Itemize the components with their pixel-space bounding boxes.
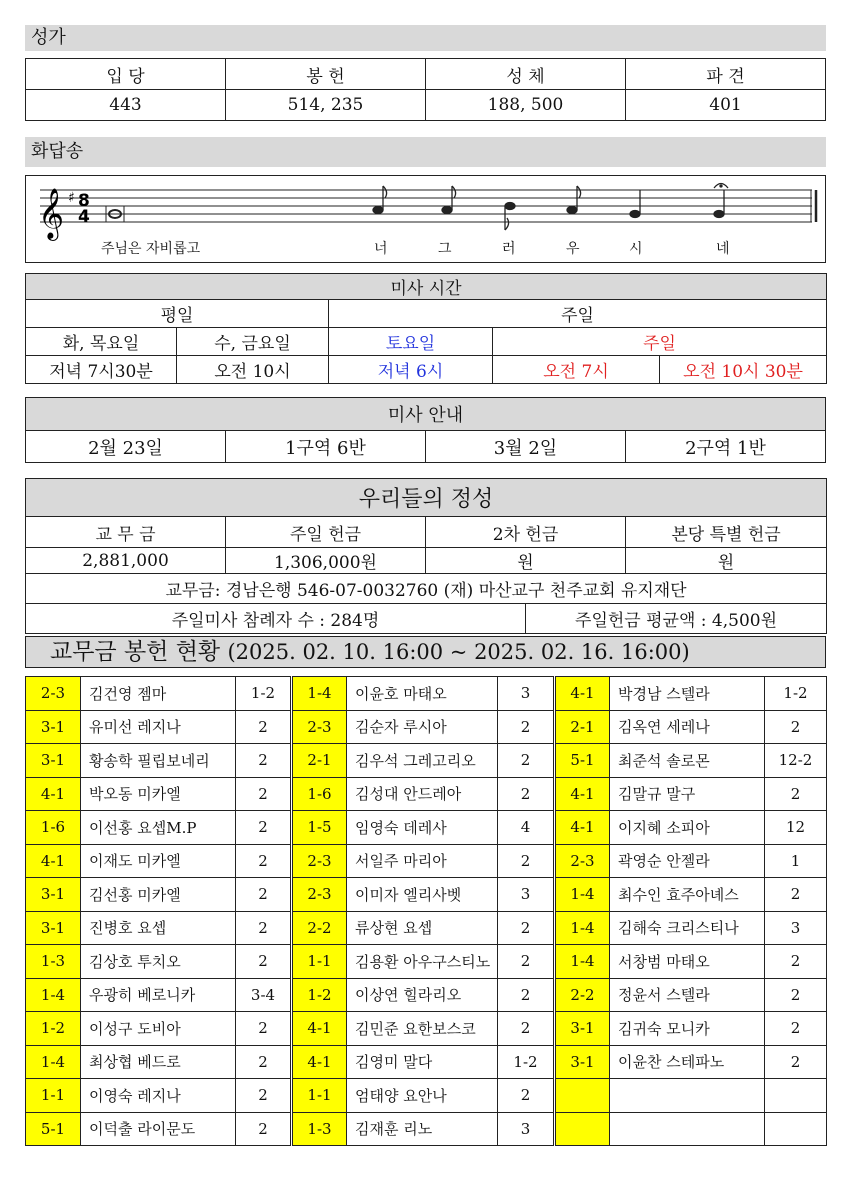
member-name: 이덕출 라이문도 [81, 1112, 236, 1146]
payment-months: 2 [236, 777, 292, 811]
payment-months: 2 [236, 911, 292, 945]
district-code: 4-1 [292, 1045, 347, 1079]
member-name: 김귀숙 모니카 [610, 1012, 765, 1046]
district-code: 4-1 [26, 777, 81, 811]
district-code: 1-4 [555, 911, 610, 945]
district-code: 3-1 [555, 1012, 610, 1046]
attendance: 주일미사 참례자 수 : 284명 [26, 604, 526, 634]
payment-months: 3 [498, 878, 555, 912]
payment-months: 2 [765, 1045, 827, 1079]
payment-months: 12 [765, 811, 827, 845]
choir-value: 401 [626, 90, 826, 121]
member-name: 김성대 안드레아 [347, 777, 498, 811]
payment-months [765, 1112, 827, 1146]
district-code: 1-4 [26, 1045, 81, 1079]
member-name: 김용환 아우구스티노 [347, 945, 498, 979]
music-score [25, 175, 826, 263]
district-code: 4-1 [26, 844, 81, 878]
account-info: 교무금: 경남은행 546-07-0032760 (재) 마산교구 천주교회 유지재단 [26, 574, 827, 604]
sunday-col: 주일 [493, 328, 827, 356]
member-name: 진병호 요셉 [81, 911, 236, 945]
mass-time: 오전 7시 [493, 356, 660, 384]
payment-months: 2 [498, 1012, 555, 1046]
payment-months: 12-2 [765, 744, 827, 778]
lyric: 우 [566, 241, 580, 257]
payment-months: 2 [765, 777, 827, 811]
table-row [26, 777, 827, 811]
district-code: 4-1 [555, 811, 610, 845]
eighth-note [505, 203, 515, 210]
payment-months: 2 [765, 710, 827, 744]
mass-time: 오전 10시 [177, 356, 329, 384]
member-name: 황송학 필립보네리 [81, 744, 236, 778]
offering-value: 1,306,000원 [226, 548, 426, 574]
district-code: 2-2 [555, 978, 610, 1012]
weekday-label: 평일 [26, 300, 329, 328]
member-name: 박경남 스텔라 [610, 677, 765, 711]
payment-months: 2 [765, 978, 827, 1012]
district-code: 1-1 [292, 945, 347, 979]
choir-value: 514, 235 [226, 90, 426, 121]
choir-value: 188, 500 [426, 90, 626, 121]
district-code: 2-3 [26, 677, 81, 711]
offering-head: 교 무 금 [26, 517, 226, 548]
district-code: 1-1 [26, 1079, 81, 1113]
member-name: 이상연 힐라리오 [347, 978, 498, 1012]
choir-value: 443 [26, 90, 226, 121]
table-row [26, 1045, 827, 1079]
choir-head: 입 당 [26, 59, 226, 90]
district-code: 1-1 [292, 1079, 347, 1113]
payment-months: 2 [765, 1012, 827, 1046]
mass-time: 저녁 7시30분 [26, 356, 177, 384]
average-offering: 주일헌금 평균액 : 4,500원 [526, 604, 827, 634]
payment-months: 3 [498, 677, 555, 711]
member-name: 이성구 도비아 [81, 1012, 236, 1046]
member-name: 김영미 말다 [347, 1045, 498, 1079]
member-name: 엄태양 요안나 [347, 1079, 498, 1113]
payment-months: 2 [498, 945, 555, 979]
payment-months: 2 [236, 844, 292, 878]
choir-head: 파 견 [626, 59, 826, 90]
member-name: 임영숙 데레사 [347, 811, 498, 845]
offering-head: 본당 특별 헌금 [626, 517, 827, 548]
district-code [555, 1079, 610, 1113]
offering-title: 우리들의 정성 [26, 479, 827, 517]
lyric: 네 [716, 241, 730, 257]
district-code: 1-3 [292, 1112, 347, 1146]
table-row [26, 710, 827, 744]
district-code: 1-4 [555, 945, 610, 979]
mass-time: 저녁 6시 [329, 356, 493, 384]
member-name: 박오동 미카엘 [81, 777, 236, 811]
payment-months: 2 [498, 777, 555, 811]
member-name [610, 1112, 765, 1146]
member-name: 김해숙 크리스티나 [610, 911, 765, 945]
member-name [610, 1079, 765, 1113]
payment-months: 2 [498, 1079, 555, 1113]
table-row [26, 844, 827, 878]
member-name: 김옥연 세레나 [610, 710, 765, 744]
member-name: 최상협 베드로 [81, 1045, 236, 1079]
guide-cell: 1구역 6반 [226, 431, 426, 463]
mass-time: 오전 10시 30분 [660, 356, 827, 384]
member-name: 최준석 솔로몬 [610, 744, 765, 778]
svg-text:8: 8 [78, 191, 90, 211]
roster-period: (2025. 02. 10. 16:00 ~ 2025. 02. 16. 16:00) [227, 640, 690, 664]
district-code: 2-1 [292, 744, 347, 778]
choir-table [25, 58, 826, 121]
payment-months: 2 [236, 878, 292, 912]
payment-months: 2 [498, 710, 555, 744]
table-row [26, 1079, 827, 1113]
district-code: 1-6 [292, 777, 347, 811]
payment-months: 2 [236, 710, 292, 744]
district-code: 2-3 [292, 710, 347, 744]
offering-value: 2,881,000 [26, 548, 226, 574]
member-name: 김선홍 미카엘 [81, 878, 236, 912]
district-code: 1-4 [292, 677, 347, 711]
payment-months: 2 [236, 1079, 292, 1113]
payment-months: 2 [236, 744, 292, 778]
choir-head: 성 체 [426, 59, 626, 90]
svg-text:4: 4 [78, 207, 90, 227]
payment-months: 2 [236, 1045, 292, 1079]
member-name: 김건영 젬마 [81, 677, 236, 711]
lyric: 시 [629, 241, 643, 257]
member-name: 정윤서 스텔라 [610, 978, 765, 1012]
district-code: 4-1 [555, 777, 610, 811]
member-name: 김순자 루시아 [347, 710, 498, 744]
member-name: 김말규 말구 [610, 777, 765, 811]
district-code: 4-1 [292, 1012, 347, 1046]
table-row [26, 811, 827, 845]
offering-head: 2차 헌금 [426, 517, 626, 548]
offering-value: 원 [426, 548, 626, 574]
payment-months: 2 [236, 1112, 292, 1146]
payment-months: 2 [498, 744, 555, 778]
quarter-note [714, 211, 724, 218]
mass-guide-table [25, 397, 826, 463]
district-code: 5-1 [26, 1112, 81, 1146]
payment-months: 3-4 [236, 978, 292, 1012]
payment-months: 2 [236, 945, 292, 979]
roster-title-text: 교무금 봉헌 현황 [50, 639, 221, 665]
table-row [26, 677, 827, 711]
mass-times-title: 미사 시간 [26, 274, 827, 300]
district-code: 3-1 [26, 744, 81, 778]
table-row [26, 744, 827, 778]
eighth-note [442, 207, 452, 214]
payment-months: 3 [765, 911, 827, 945]
member-name: 김민준 요한보스코 [347, 1012, 498, 1046]
district-code: 1-3 [26, 945, 81, 979]
table-row [26, 1012, 827, 1046]
eighth-note [373, 207, 383, 214]
district-code [555, 1112, 610, 1146]
district-code: 1-6 [26, 811, 81, 845]
member-name: 서창범 마태오 [610, 945, 765, 979]
payment-months: 1-2 [765, 677, 827, 711]
district-code: 2-3 [292, 844, 347, 878]
district-code: 2-2 [292, 911, 347, 945]
payment-months: 1 [765, 844, 827, 878]
mass-times-table [25, 273, 827, 384]
guide-cell: 2구역 1반 [626, 431, 826, 463]
lyric: 그 [438, 241, 452, 257]
payment-months: 4 [498, 811, 555, 845]
eighth-note [567, 207, 577, 214]
member-name: 이윤호 마태오 [347, 677, 498, 711]
payment-months: 1-2 [236, 677, 292, 711]
payment-months: 3 [498, 1112, 555, 1146]
member-name: 김상호 투치오 [81, 945, 236, 979]
district-code: 5-1 [555, 744, 610, 778]
district-code: 1-4 [26, 978, 81, 1012]
weekday-col: 화, 목요일 [26, 328, 177, 356]
sunday-label: 주일 [329, 300, 827, 328]
district-code: 1-2 [26, 1012, 81, 1046]
district-code: 2-3 [555, 844, 610, 878]
member-name: 이미자 엘리사벳 [347, 878, 498, 912]
payment-months: 2 [498, 911, 555, 945]
district-code: 4-1 [555, 677, 610, 711]
lyric: 러 [502, 241, 516, 257]
offering-head: 주일 헌금 [226, 517, 426, 548]
district-code: 1-4 [555, 878, 610, 912]
member-name: 이지혜 소피아 [610, 811, 765, 845]
lyric: 너 [374, 241, 388, 257]
roster-title [25, 636, 826, 668]
district-code: 2-1 [555, 710, 610, 744]
choir-head: 봉 헌 [226, 59, 426, 90]
payment-months [765, 1079, 827, 1113]
district-code: 2-3 [292, 878, 347, 912]
member-name: 이선홍 요셉M.P [81, 811, 236, 845]
district-code: 1-5 [292, 811, 347, 845]
saturday-col: 토요일 [329, 328, 493, 356]
district-code: 3-1 [26, 710, 81, 744]
district-code: 3-1 [555, 1045, 610, 1079]
table-row [26, 1112, 827, 1146]
payment-months: 2 [236, 811, 292, 845]
table-row [26, 978, 827, 1012]
member-name: 류상현 요셉 [347, 911, 498, 945]
lyric-lead: 주님은 자비롭고 [101, 241, 201, 257]
response-song-header: 화답송 [25, 137, 826, 167]
district-code: 1-2 [292, 978, 347, 1012]
payment-months: 2 [765, 945, 827, 979]
svg-text:♯: ♯ [68, 190, 75, 206]
district-code: 3-1 [26, 911, 81, 945]
payment-months: 2 [236, 1012, 292, 1046]
member-name: 최수인 효주아녜스 [610, 878, 765, 912]
roster-table [25, 676, 827, 1146]
mass-guide-title: 미사 안내 [26, 398, 826, 431]
district-code: 3-1 [26, 878, 81, 912]
member-name: 이영숙 레지나 [81, 1079, 236, 1113]
table-row [26, 945, 827, 979]
payment-months: 2 [498, 978, 555, 1012]
member-name: 서일주 마리아 [347, 844, 498, 878]
treble-clef-icon: 𝄞 [38, 188, 65, 239]
offering-value: 원 [626, 548, 827, 574]
offering-table [25, 478, 827, 634]
member-name: 이윤찬 스테파노 [610, 1045, 765, 1079]
table-row [26, 911, 827, 945]
payment-months: 1-2 [498, 1045, 555, 1079]
member-name: 곽영순 안젤라 [610, 844, 765, 878]
payment-months: 2 [498, 844, 555, 878]
guide-cell: 3월 2일 [426, 431, 626, 463]
weekday-col: 수, 금요일 [177, 328, 329, 356]
table-row [26, 878, 827, 912]
member-name: 유미선 레지나 [81, 710, 236, 744]
member-name: 김재훈 리노 [347, 1112, 498, 1146]
payment-months: 2 [765, 878, 827, 912]
guide-cell: 2월 23일 [26, 431, 226, 463]
member-name: 김우석 그레고리오 [347, 744, 498, 778]
choir-header: 성가 [25, 25, 826, 51]
member-name: 이재도 미카엘 [81, 844, 236, 878]
quarter-note [630, 211, 640, 218]
member-name: 우광히 베로니카 [81, 978, 236, 1012]
